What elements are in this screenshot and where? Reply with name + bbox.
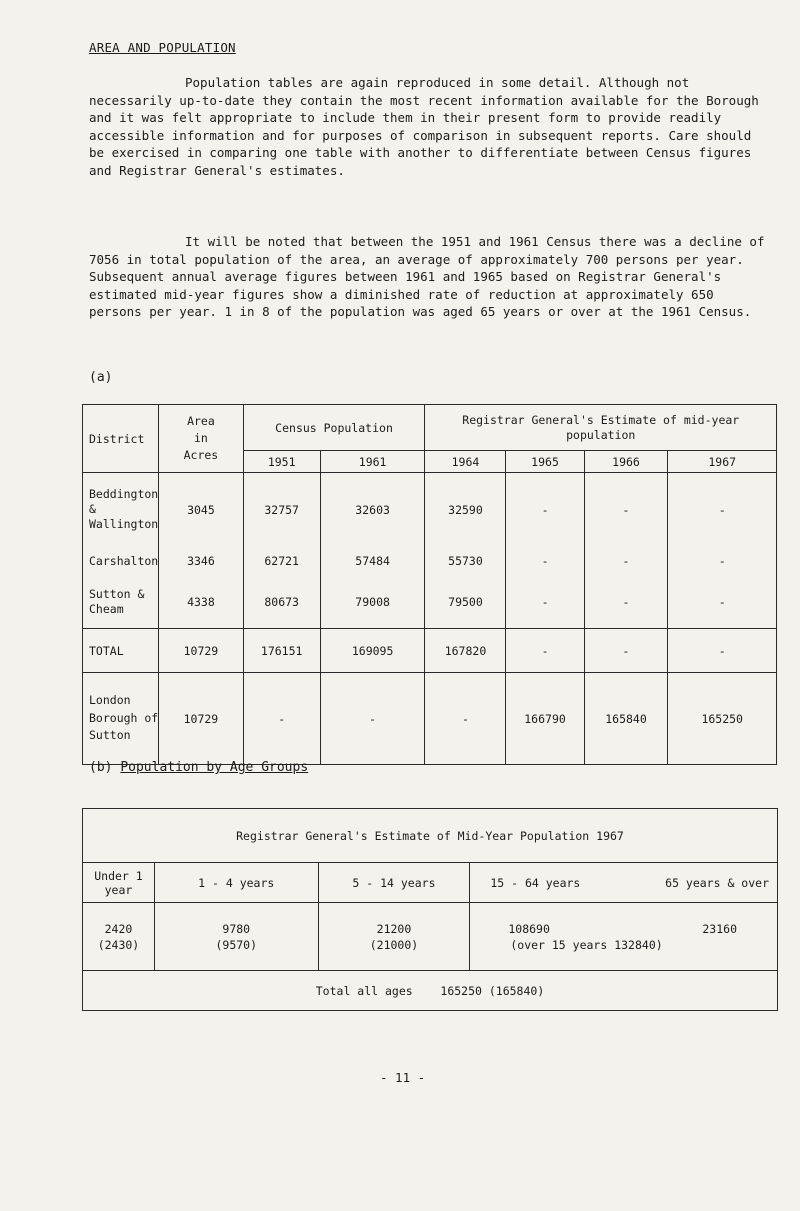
cell-15-plus: 108690 23160 (over 15 years 132840) — [470, 903, 778, 971]
table-row-total — [83, 971, 778, 1011]
header-15-plus — [470, 863, 778, 903]
total-label: TOTAL — [83, 629, 159, 673]
table-a-label: (a) — [89, 370, 113, 385]
header-year-1964: 1964 — [425, 451, 506, 473]
district-beddington: Beddington & Wallington — [89, 487, 159, 532]
header-5-14: 5 - 14 years — [318, 863, 470, 903]
header-district: District — [83, 405, 159, 473]
population-table — [82, 404, 777, 765]
table-row: 2420 (2430) 9780 (9570) 21200 (21000) 108690 23160 (over 15 years 132840) — [83, 903, 778, 971]
header-year-1951: 1951 — [243, 451, 320, 473]
header-registrar: Registrar General's Estimate of mid-year population — [425, 405, 777, 451]
decline-paragraph: It will be noted that between the 1951 and 1961 Census there was a decline of 7056 in total population of the area, an average of approximately 700 persons per year. Subsequent annual average figures between 1961 and 1965 based on Registrar General's estimated mid-year figures show a diminished rate of reduction at approximately 650 persons per year. 1 in 8 of the population was aged 65 years or over at the 1961 Census. — [89, 234, 765, 320]
header-year-1966: 1966 — [584, 451, 668, 473]
header-year-1961: 1961 — [320, 451, 425, 473]
table-row-borough: London Borough of Sutton 10729 - - - 166790 165840 165250 — [83, 673, 777, 765]
table-row: Beddington & Wallington Carshalton Sutton & Cheam 3045 3346 4338 32757 62721 80673 32603 57484 79008 32590 55730 79500 - - - - - - - - - — [83, 473, 777, 629]
district-sutton-cheam: Sutton & Cheam — [89, 587, 145, 617]
district-london-borough: London Borough of Sutton — [83, 673, 159, 765]
header-15-64: 15 - 64 years — [490, 875, 581, 890]
page-number: - 11 - — [380, 1070, 426, 1085]
age-table-title: Registrar General's Estimate of Mid-Year Population 1967 — [83, 809, 778, 863]
district-carshalton: Carshalton — [89, 554, 159, 569]
header-year-1965: 1965 — [506, 451, 584, 473]
header-census: Census Population — [243, 405, 425, 451]
intro-paragraph: Population tables are again reproduced in some detail. Although not necessarily up-to-date they contain the most recent information available for the Borough and it was felt appropriate to include them in their present form to provide readily accessible information and for purposes of comparison in subsequent reports. Care should be exercised in comparing one table with another to differentiate between Census figures and Registrar General's estimates. — [89, 75, 759, 178]
header-1-4: 1 - 4 years — [154, 863, 318, 903]
table-b-label: (b) Population by Age Groups — [89, 760, 309, 775]
header-65-over: 65 years & over — [665, 875, 769, 890]
table-row-total: TOTAL 10729 176151 169095 167820 - - - — [83, 629, 777, 673]
section-heading: AREA AND POPULATION — [89, 40, 236, 55]
header-area: Area in Acres — [159, 405, 243, 473]
header-under-1: Under 1 year — [83, 863, 155, 903]
age-groups-table — [82, 808, 778, 1011]
header-year-1967: 1967 — [668, 451, 777, 473]
total-all-ages: Total all ages 165250 (165840) — [83, 971, 778, 1011]
